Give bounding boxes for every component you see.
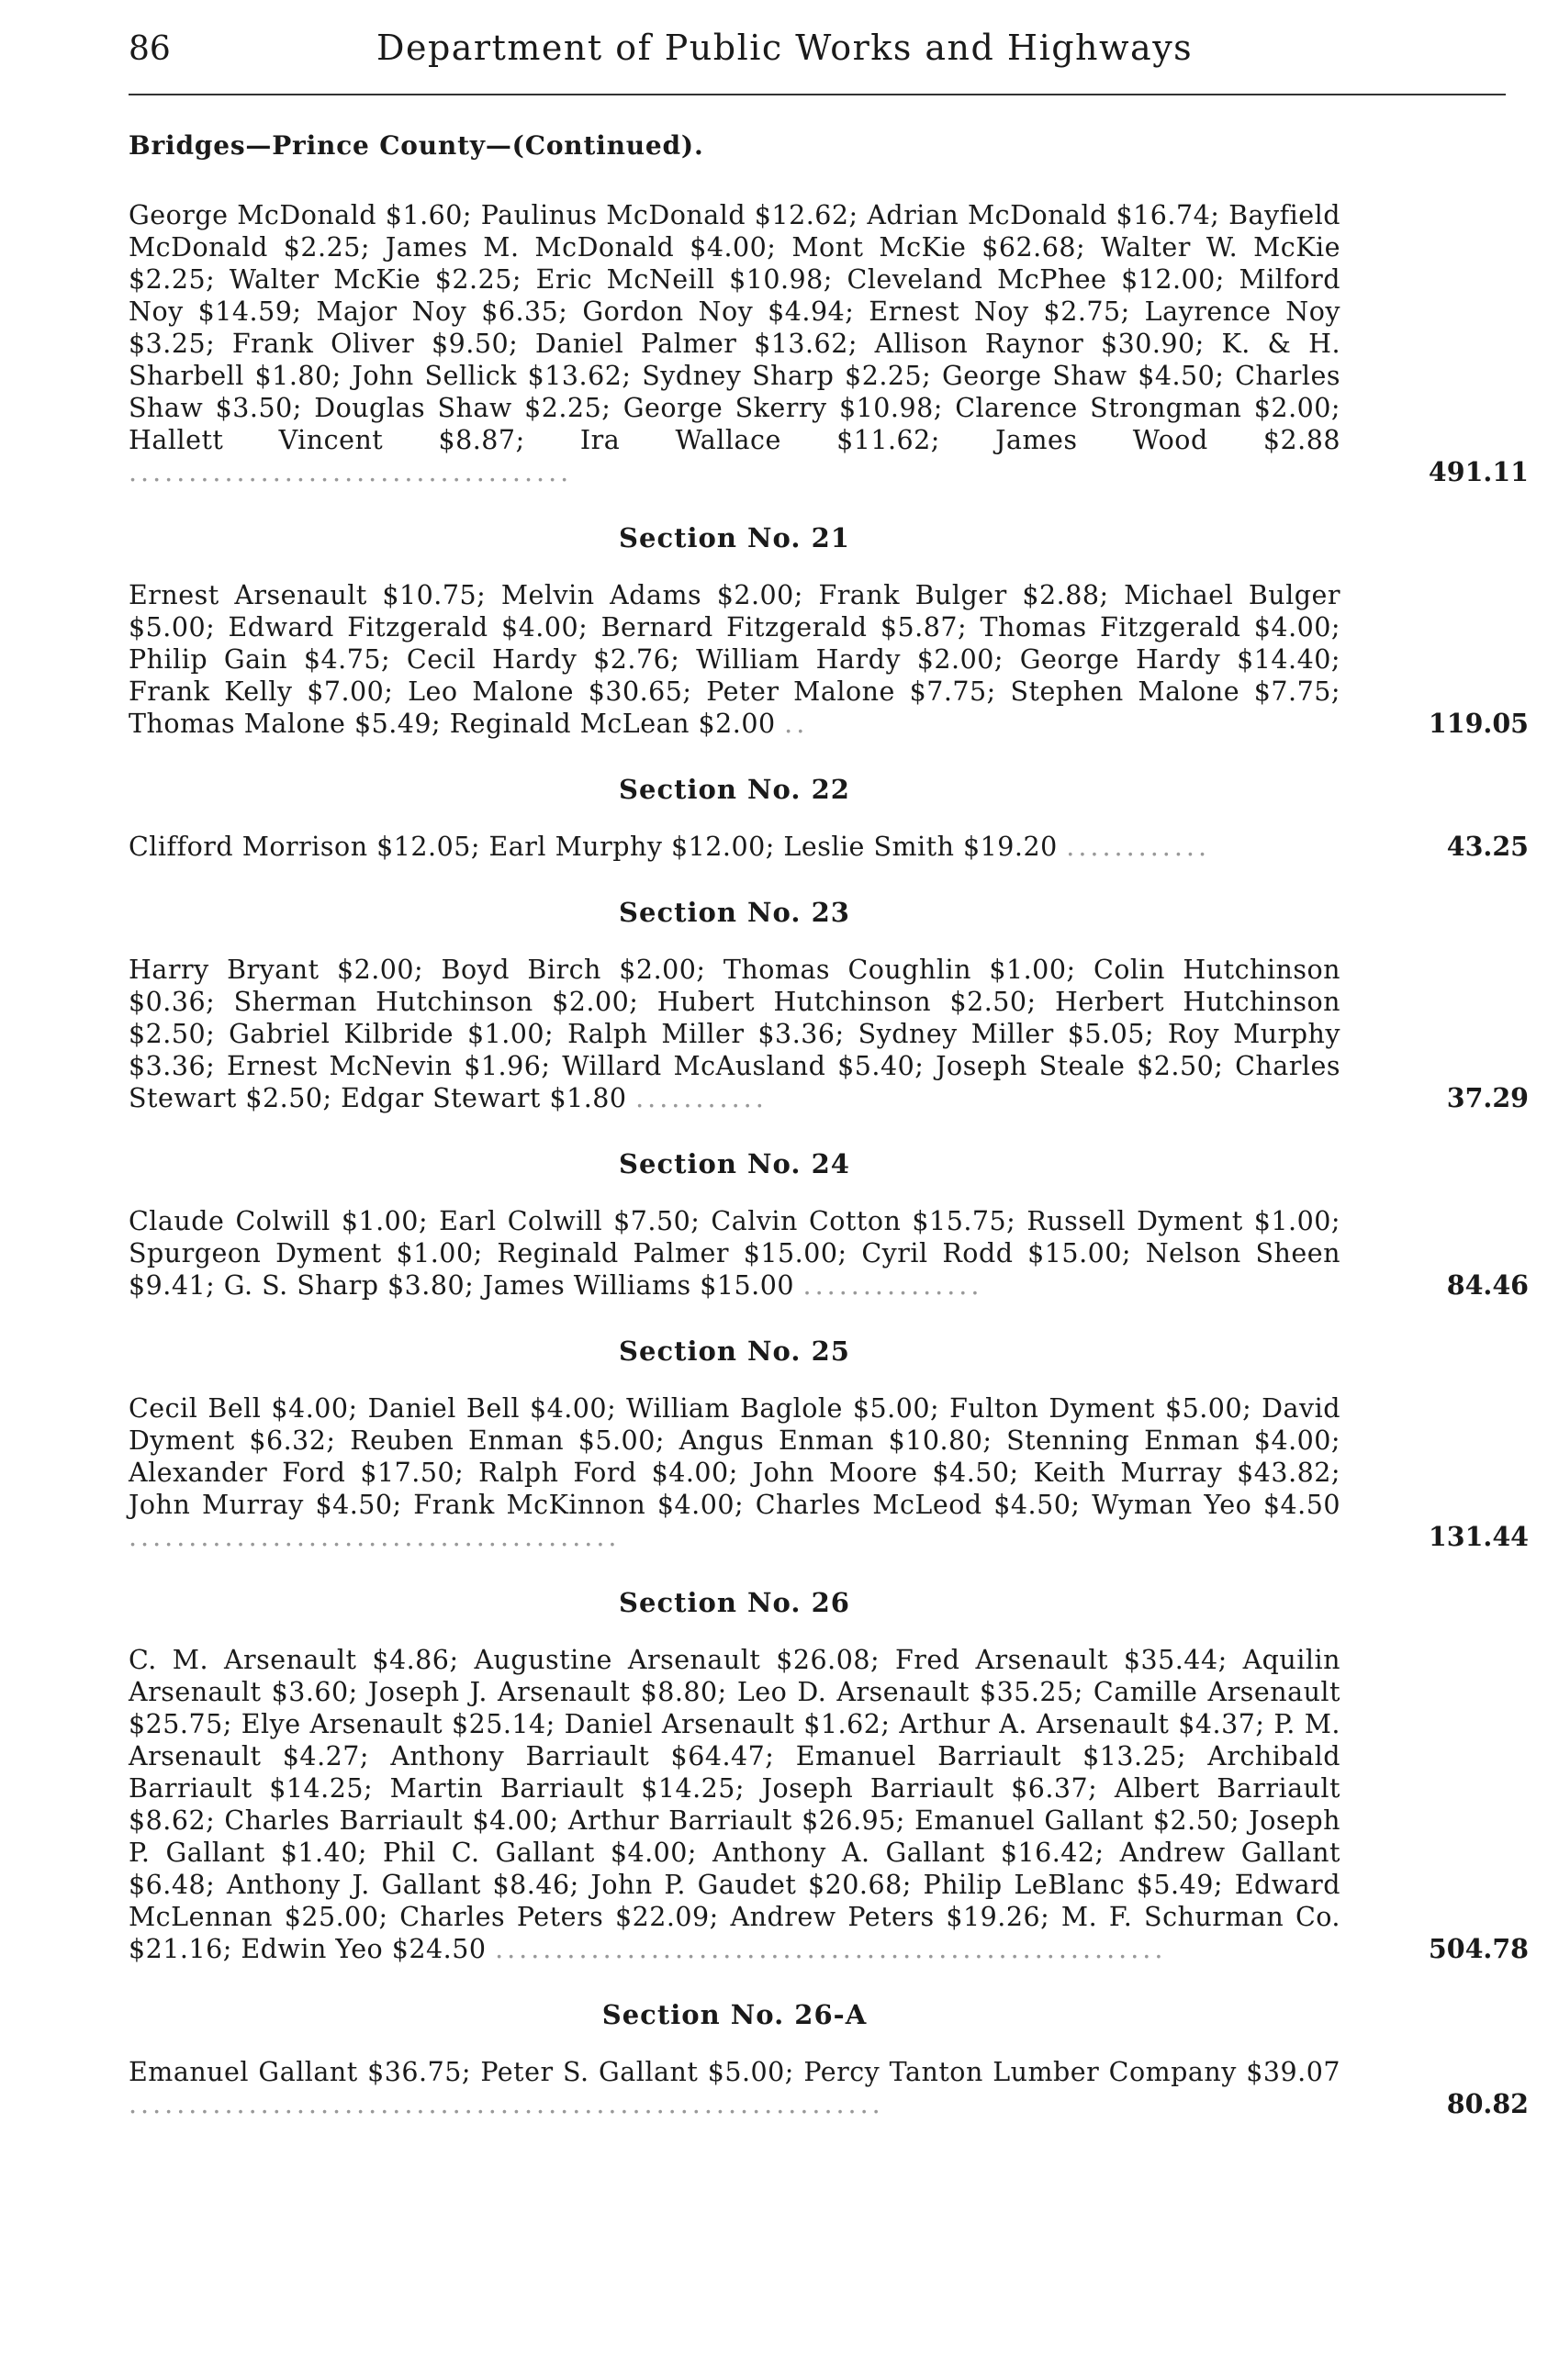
section-heading: Section No. 25	[619, 1335, 850, 1367]
leader-dots: ...........	[635, 1083, 768, 1113]
entry-text	[129, 1644, 1340, 1965]
entry-block	[129, 831, 1529, 863]
entry-block	[129, 2056, 1529, 2120]
entry-total: 80.82	[1446, 2088, 1529, 2119]
entry-total: 131.44	[1428, 1521, 1529, 1552]
entry-text-content: George McDonald $1.60; Paulinus McDonald $12.62; Adrian McDonald $16.74; Bayfield McDonald $2.25; James M. McDonald $4.00; Mont McKie $62.68; Walter W. McKie $2.25; Walter McKie $2.25; Eric McNeill $10.98; Cleveland McPhee $12.00; Milford Noy $14.59; Major Noy $6.35; Gordon Noy $4.94; Ernest Noy $2.75; Layrence Noy $3.25; Frank Oliver $9.50; Daniel Palmer $13.62; Allison Raynor $30.90; K. & H. Sharbell $1.80; John Sellick $13.62; Sydney Sharp $2.25; George Shaw $4.50; Charles Shaw $3.50; Douglas Shaw $2.25; George Skerry $10.98; Clarence Strongman $2.00; Hallett Vincent $8.87; Ira Wallace $11.62; James Wood $2.88	[129, 200, 1340, 455]
section-heading: Section No. 26-A	[601, 1999, 868, 2030]
page-header	[129, 28, 1529, 73]
entry-text-content: C. M. Arsenault $4.86; Augustine Arsenault $26.08; Fred Arsenault $35.44; Aquilin Arsenault $3.60; Joseph J. Arsenault $8.80; Leo D. Arsenault $35.25; Camille Arsenault $25.75; Elye Arsenault $25.14; Daniel Arsenault $1.62; Arthur A. Arsenault $4.37; P. M. Arsenault $4.27; Anthony Barriault $64.47; Emanuel Barriault $13.25; Archibald Barriault $14.25; Martin Barriault $14.25; Joseph Barriault $6.37; Albert Barriault $8.62; Charles Barriault $4.00; Arthur Barriault $26.95; Emanuel Gallant $2.50; Joseph P. Gallant $1.40; Phil C. Gallant $4.00; Anthony A. Gallant $16.42; Andrew Gallant $6.48; Anthony J. Gallant $8.46; John P. Gaudet $20.68; Philip LeBlanc $5.49; Edward McLennan $25.00; Charles Peters $22.09; Andrew Peters $19.26; M. F. Schurman Co. $21.16; Edwin Yeo $24.50	[129, 1645, 1340, 1964]
leader-dots: ..	[784, 709, 809, 739]
entry-text-content: Emanuel Gallant $36.75; Peter S. Gallant $5.00; Percy Tanton Lumber Company $39.07	[129, 2057, 1340, 2087]
entry-text	[129, 2056, 1340, 2120]
entry-total: 43.25	[1446, 831, 1529, 862]
entry-text	[129, 579, 1340, 740]
leader-dots: .....................................	[129, 457, 573, 487]
entry-text-content: Harry Bryant $2.00; Boyd Birch $2.00; Thomas Coughlin $1.00; Colin Hutchinson $0.36; Sherman Hutchinson $2.00; Hubert Hutchinson $2.50; Herbert Hutchinson $2.50; Gabriel Kilbride $1.00; Ralph Miller $3.36; Sydney Miller $5.05; Roy Murphy $3.36; Ernest McNevin $1.96; Willard McAusland $5.40; Joseph Steale $2.50; Charles Stewart $2.50; Edgar Stewart $1.80	[129, 955, 1340, 1113]
page-number: 86	[129, 30, 171, 68]
entry-text-content: Ernest Arsenault $10.75; Melvin Adams $2.00; Frank Bulger $2.88; Michael Bulger $5.00; Edward Fitzgerald $4.00; Bernard Fitzgerald $5.87; Thomas Fitzgerald $4.00; Philip Gain $4.75; Cecil Hardy $2.76; William Hardy $2.00; George Hardy $14.40; Frank Kelly $7.00; Leo Malone $30.65; Peter Malone $7.75; Stephen Malone $7.75; Thomas Malone $5.49; Reginald McLean $2.00	[129, 580, 1340, 739]
subheading: Bridges—Prince County—(Continued).	[129, 130, 704, 161]
entry-total: 84.46	[1446, 1269, 1529, 1301]
entry-block	[129, 954, 1529, 1114]
page-title: Department of Public Works and Highways	[376, 28, 1194, 68]
entry-text	[129, 954, 1340, 1114]
leader-dots: ...............................................................	[129, 2089, 884, 2119]
entry-block	[129, 1392, 1529, 1553]
section-heading: Section No. 24	[619, 1148, 850, 1179]
section-heading: Section No. 21	[619, 522, 850, 553]
entry-text-content: Cecil Bell $4.00; Daniel Bell $4.00; William Baglole $5.00; Fulton Dyment $5.00; David Dyment $6.32; Reuben Enman $5.00; Angus Enman $10.80; Stenning Enman $4.00; Alexander Ford $17.50; Ralph Ford $4.00; John Moore $4.50; Keith Murray $43.82; John Murray $4.50; Frank McKinnon $4.00; Charles McLeod $4.50; Wyman Yeo $4.50	[129, 1393, 1340, 1520]
section-heading: Section No. 22	[619, 774, 850, 805]
entry-block	[129, 1644, 1529, 1965]
document-page	[129, 28, 1529, 2120]
entry-block	[129, 579, 1529, 740]
leader-dots: .........................................	[129, 1522, 621, 1552]
section-heading: Section No. 23	[619, 897, 850, 928]
section-heading: Section No. 26	[619, 1587, 850, 1618]
entry-total: 119.05	[1428, 708, 1529, 739]
entry-total: 504.78	[1428, 1933, 1529, 1964]
entry-text	[129, 199, 1340, 488]
leader-dots: ...............	[802, 1270, 983, 1301]
leader-dots: ............	[1066, 832, 1211, 862]
entry-total: 37.29	[1446, 1082, 1529, 1113]
entry-total: 491.11	[1428, 456, 1529, 487]
header-rule	[129, 94, 1506, 95]
entry-block	[129, 199, 1529, 488]
entry-text	[129, 1205, 1340, 1302]
leader-dots: ........................................................	[495, 1934, 1167, 1964]
entry-text	[129, 831, 1340, 863]
entry-text-content: Clifford Morrison $12.05; Earl Murphy $12.00; Leslie Smith $19.20	[129, 832, 1058, 862]
entry-text	[129, 1392, 1340, 1553]
entry-text-content: Claude Colwill $1.00; Earl Colwill $7.50; Calvin Cotton $15.75; Russell Dyment $1.00; Spurgeon Dyment $1.00; Reginald Palmer $15.00; Cyril Rodd $15.00; Nelson Sheen $9.41; G. S. Sharp $3.80; James Williams $15.00	[129, 1206, 1340, 1301]
entry-block	[129, 1205, 1529, 1302]
